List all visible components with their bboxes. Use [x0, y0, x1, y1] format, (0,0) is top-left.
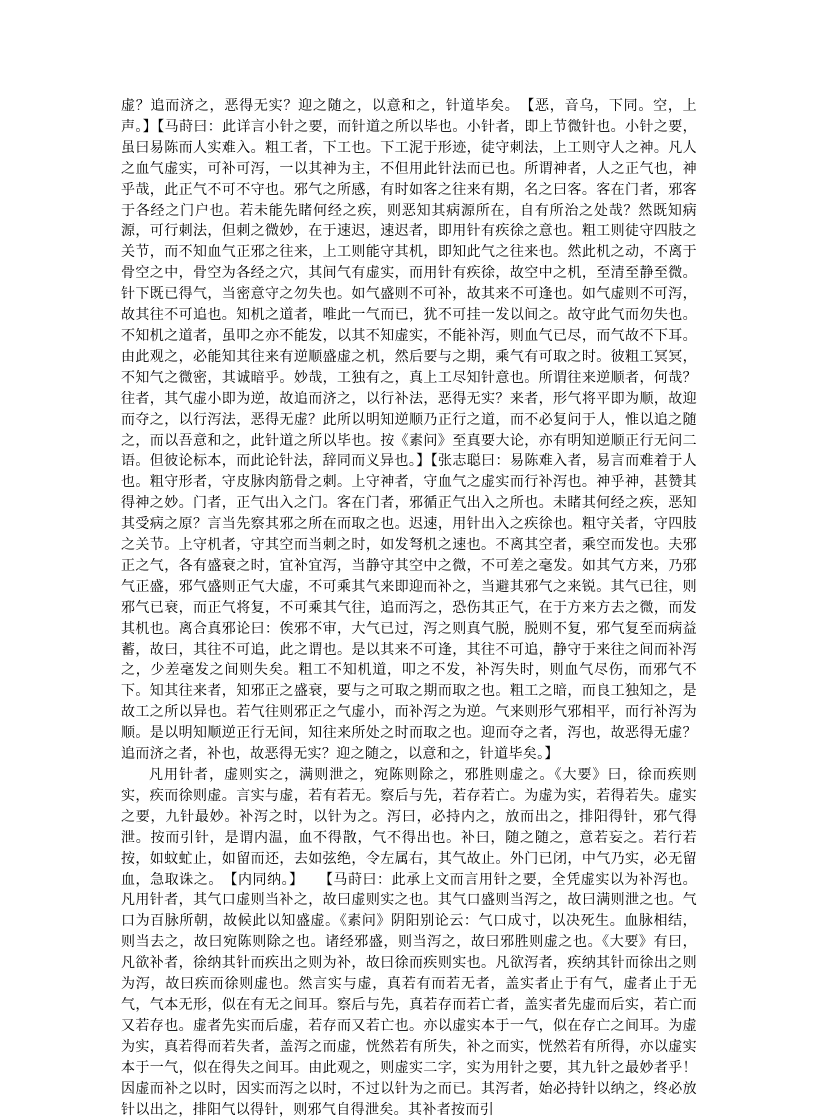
paragraph-tonify-drain: 凡用针者，虚则实之，满则泄之，宛陈则除之，邪胜则虚之。《大要》曰，徐而疾则实，疾而徐则虚。言实与虚，若有若无。察后与先，若存若亡。为虚为实，若得若失。虚实之要，九针最妙。补泻之时，以针为之。泻曰，必持内之，放而出之，排阳得针，邪气得泄。按而引针，是谓内温，血不得散，气不得出也。补曰，随之随之，意若妄之。若行若按，如蚊虻止，如留而还，去如弦绝，令左属右，其气故止。外门已闭，中气乃实，必无留血，急取诛之。 【内同纳。】 【马莳曰：此承上文而言用针之要，全凭虚实以为补泻也。凡用针者，其气口虚则当补之，故曰虚则实之也。其气口盛则当泻之，故曰满则泄之也。气口为百脉所朝，故候此以知盛虚。《素问》阴阳别论云：气口成寸，以决死生。血脉相结，则当去之，故曰宛陈则除之也。诸经邪盛，则当泻之，故曰邪胜则虚之也。《大要》有曰，凡欲补者，徐纳其针而疾出之则为补，故曰徐而疾则实也。凡欲泻者，疾纳其针而徐出之则为泻，故曰疾而徐则虚也。然言实与虚，真若有而若无者，盖实者止于有气，虚者止于无气，气本无形，似在有无之间耳。察后与先，真若存而若亡者，盖实者先虚而后实，若亡而又若存也。虚者先实而后虚，若存而又若亡也。亦以虚实本于一气，似在存亡之间耳。为虚为实，真若得而若失者，盖泻之而虚，恍然若有所失，补之而实，恍然若有所得，亦以虚实本于一气，似在得失之间耳。由此观之，则虚实二字，实为用针之要，其九针之最妙者乎！因虚而补之以时，因实而泻之以时，不过以针为之而已。其泻者，始必持针以纳之，终必放针以出之，排阳气以得针，则邪气自得泄矣。其补者按而引 [121, 767, 697, 1118]
paragraph-commentary-needle-dao: 虚？追而济之，恶得无实？迎之随之，以意和之，针道毕矣。 【恶，音乌，下同。空，上声。】【马莳曰：此详言小针之要，而针道之所以毕也。小针者，即上节微针也。小针之要，虽曰易陈而人实难入。粗工者，下工也。下工泥于形迹，徒守刺法，上工则守人之神。凡人之血气虚实，可补可泻，一以其神为主，不但用此针法而已也。所谓神者，人之正气也，神乎哉，此正气不可不守也。邪气之所感，有时如客之往来有期，名之曰客。客在门者，邪客于各经之门户也。若未能先睹何经之疾，则恶知其病源所在，自有所治之处哉？然既知病源，可行刺法，但刺之微妙，在于速迟，速迟者，即用针有疾徐之意也。粗工则徒守四肢之关节，而不知血气正邪之往来，上工则能守其机，即知此气之往来也。然此机之动，不离于骨空之中，骨空为各经之穴，其间气有虚实，而用针有疾徐，故空中之机，至清至静至微。针下既已得气，当密意守之勿失也。如气盛则不可补，故其来不可逢也。如气虚则不可泻，故其往不可追也。知机之道者，唯此一气而已，犹不可挂一发以间之。故守此气而勿失也。不知机之道者，虽叩之亦不能发，以其不知虚实，不能补泻，则血气已尽，而气故不下耳。由此观之，必能知其往来有逆顺盛虚之机，然后要与之期，乘气有可取之时。彼粗工冥冥，不知气之微密，其诚暗乎。妙哉，工独有之，真上工尽知针意也。所谓往来逆顺者，何哉？往者，其气虚小即为逆，故追而济之，以行补法，恶得无实？来者，形气将平即为顺，故迎而夺之，以行泻法，恶得无虚？此所以明知逆顺乃正行之道，而不必复问于人，惟以追之随之，而以吾意和之，此针道之所以毕也。按《素问》至真要大论，亦有明知逆顺正行无问二语。但彼论标本，而此论针法，辞同而义异也。】【张志聪曰：易陈难入者，易言而难着于人也。粗守形者，守皮脉肉筋骨之刺。上守神者，守血气之虚实而行补泻也。神乎神，甚赞其得神之妙。门者，正气出入之门。客在门者，邪循正气出入之所也。未睹其何经之疾，恶知其受病之原？言当先察其邪之所在而取之也。迟速，用针出入之疾徐也。粗守关者，守四肢之关节。上守机者，守其空而当刺之时，如发弩机之速也。不离其空者，乘空而发也。夫邪正之气，各有盛衰之时，宜补宜泻，当静守其空中之微，不可差之毫发。如其气方来，乃邪气正盛，邪气盛则正气大虚，不可乘其气来即迎而补之，当避其邪气之来锐。其气已往，则邪气已衰，而正气将复，不可乘其气往，追而泻之，恐伤其正气，在于方来方去之微，而发其机也。离合真邪论曰：俟邪不审，大气已过，泻之则真气脱，脱则不复，邪气复至而病益蓄，故曰，其往不可追，此之谓也。是以其来不可逢，其往不可追，静守于来往之间而补泻之，少差毫发之间则失矣。粗工不知机道，叩之不发，补泻失时，则血气尽伤，而邪气不下。知其往来者，知邪正之盛衰，要与之可取之期而取之也。粗工之暗，而良工独知之，是故工之所以异也。若气往则邪正之气虚小，而补泻之为逆。气来则形气邪相平，而行补泻为顺。是以明知顺逆正行无间，知往来所处之时而取之也。迎而夺之者，泻也，故恶得无虚？追而济之者，补也，故恶得无实？迎之随之，以意和之，针道毕矣。】 [121, 98, 697, 763]
document-page [121, 96, 697, 1120]
